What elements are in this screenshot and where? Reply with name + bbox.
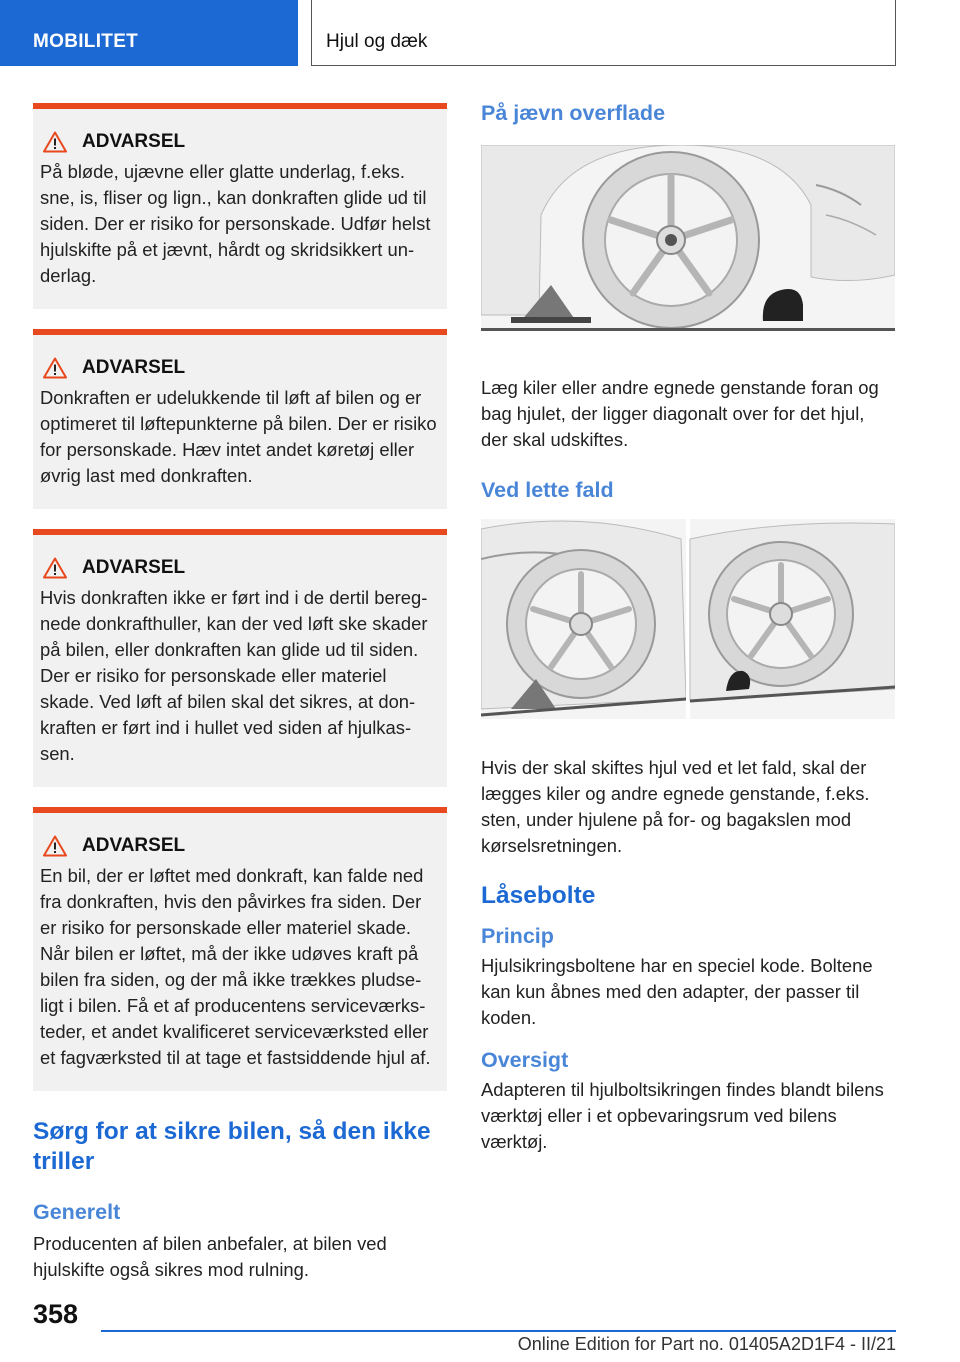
warning-triangle-icon <box>43 557 67 579</box>
footer-edition: Online Edition for Part no. 01405A2D1F4 - II/21 <box>517 1334 896 1354</box>
section-heading-secure-car: Sørg for at sikre bilen, så den ikke triller <box>33 1118 431 1175</box>
heading-flat-surface: På jævn overflade <box>481 101 666 125</box>
warning-box-1 <box>33 103 447 309</box>
warning-text: Hvis donkraften ikke er ført ind i de dertil beregnede donkrafthuller, kan der ved løft ske skader på bilen, eller donkraften kan glide ud til siden. Der er risiko for personskade eller materiel skade. Ved løft af bilen skal det sikres, at donkraften er ført ind i hullet ved siden af hjulkassen. <box>40 587 428 764</box>
left-column <box>33 103 447 1283</box>
figure-slight-slope <box>481 519 895 719</box>
warning-box-4 <box>33 807 447 1091</box>
wheel-on-flat-illustration <box>481 145 895 328</box>
subheading-principle: Princip <box>481 924 554 948</box>
subheading-overview: Oversigt <box>481 1048 569 1072</box>
warning-triangle-icon <box>43 357 67 379</box>
warning-text: En bil, der er løftet med donkraft, kan falde ned fra donkraften, hvis den påvirkes fra siden. Der er risiko for personskade eller materiel skade. Når bilen er løftet, må der ikke udøves kraft på bilen fra siden, og der må ikke trækkes pludseligt i bilen. Få et af producentens serviceværksteder, et andet kvalificeret serviceværksted eller et fagværksted til at tage et fastsiddende hjul af. <box>40 865 431 1068</box>
warning-title: ADVARSEL <box>82 835 186 856</box>
slight-slope-text: Hvis der skal skiftes hjul ved et let fald, skal der lægges kiler og andre egnede genstande, f.eks. sten, under hjulene på for- og bagakslen mod kørselsretningen. <box>481 757 870 856</box>
page-number: 358 <box>33 1299 79 1329</box>
warning-box-2 <box>33 329 447 509</box>
warning-text: Donkraften er udelukkende til løft af bilen og er optimeret til løftepunkterne på bilen. Der er risiko for personskade. Hæv intet andet køretøj eller øvrig last med donkraften. <box>40 387 437 486</box>
flat-surface-text: Læg kiler eller andre egnede genstande foran og bag hjulet, der ligger diagonalt over for det hjul, der skal udskiftes. <box>481 377 879 450</box>
warning-title: ADVARSEL <box>82 357 186 378</box>
overview-text: Adapteren til hjulboltsikringen findes blandt bilens værktøj eller i et opbevaringsrum ved bilens værktøj. <box>481 1079 884 1152</box>
section-tab: MOBILITET <box>0 0 298 66</box>
principle-text: Hjulsikringsboltene har en speciel kode. Boltene kan kun åbnes med den adapter, der passer til koden. <box>481 955 873 1028</box>
warning-title: ADVARSEL <box>82 557 186 578</box>
warning-box-3 <box>33 529 447 787</box>
warning-triangle-icon <box>43 835 67 857</box>
section-heading-locking-bolts: Låsebolte <box>481 882 596 909</box>
right-column <box>481 100 895 1155</box>
warning-text: På bløde, ujævne eller glatte underlag, f.eks. sne, is, fliser og lign., kan donkraften glide ud til siden. Der er risiko for personskade. Udfør helst hjulskifte på et jævnt, hårdt og skridsikkert underlag. <box>40 161 431 286</box>
subheading-general: Generelt <box>33 1200 121 1224</box>
figure-flat-surface <box>481 145 895 331</box>
heading-slight-slope: Ved lette fald <box>481 478 614 502</box>
warning-title: ADVARSEL <box>82 131 186 152</box>
general-text: Producenten af bilen anbefaler, at bilen ved hjulskifte også sikres mod rulning. <box>33 1233 387 1280</box>
footer-rule <box>101 1330 896 1332</box>
chapter-title: Hjul og dæk <box>311 0 896 66</box>
warning-triangle-icon <box>43 131 67 153</box>
wheels-on-slope-illustration <box>481 519 895 719</box>
